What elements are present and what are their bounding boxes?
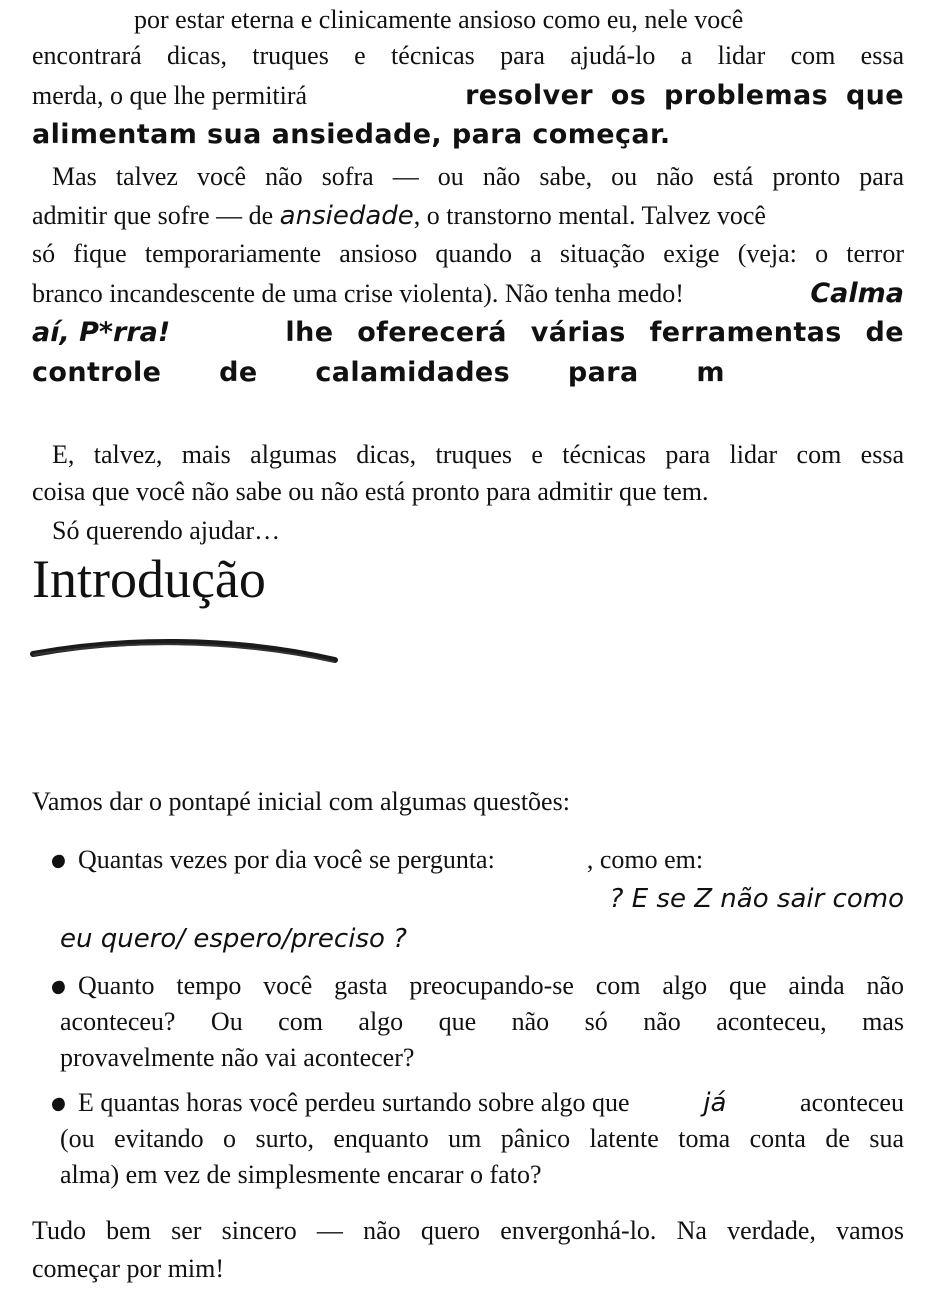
paragraph-1-line-2: encontrará dicas, truques e técnicas para ajudá-lo a lidar com essa xyxy=(32,41,904,70)
paragraph-3-line-2: coisa que você não sabe ou não está pronto para admitir que tem. xyxy=(32,477,709,506)
paragraph-1-line-3-emphasis: resolver os problemas que xyxy=(465,80,904,111)
bullet-1-line-3: eu quero/ espero/preciso ? xyxy=(60,924,407,954)
bullet-2 xyxy=(51,980,67,996)
bullet-1-line-1-a: Quantas vezes por dia você se pergunta: xyxy=(78,845,495,874)
bullet-3-line-2: (ou evitando o surto, enquanto um pânico latente toma conta de sua xyxy=(60,1124,904,1153)
bullet-3-line-1-c: aconteceu xyxy=(800,1088,904,1117)
paragraph-2-line-2-c: , o transtorno mental. Talvez você xyxy=(413,201,766,230)
bullet-3 xyxy=(51,1097,67,1113)
closing-line-2: começar por mim! xyxy=(32,1254,225,1283)
closing-line-1: Tudo bem ser sincero — não quero envergonhá-lo. Na verdade, vamos xyxy=(32,1216,904,1245)
bullet-3-already-word: já xyxy=(703,1088,727,1118)
paragraph-1-line-3-text: merda, o que lhe permitirá xyxy=(32,81,308,110)
bullet-3-line-1-a: E quantas horas você perdeu surtando sobre algo que xyxy=(78,1088,630,1117)
bullet-3-line-1 xyxy=(78,1090,904,1116)
paragraph-2-line-2-a: admitir que sofre — de xyxy=(32,201,274,230)
chapter-heading: Introdução xyxy=(32,549,266,609)
paragraph-2-line-4-a: branco incandescente de uma crise violenta). Não tenha medo! xyxy=(32,279,684,308)
paragraph-2-line-2 xyxy=(32,203,904,229)
heading-underline-swash xyxy=(30,630,340,670)
paragraph-2-line-5-b: lhe oferecerá várias ferramentas de xyxy=(285,317,904,348)
bullet-1-line-1-b: , como em: xyxy=(586,845,704,874)
paragraph-2-line-4 xyxy=(32,280,904,307)
bullet-2-line-3: provavelmente não vai acontecer? xyxy=(60,1043,415,1072)
paragraph-1-line-3 xyxy=(32,82,904,109)
paragraph-2-line-5 xyxy=(32,319,904,346)
paragraph-1-line-4: alimentam sua ansiedade, para começar. xyxy=(32,119,671,150)
bullet-3-line-3: alma) em vez de simplesmente encarar o fato? xyxy=(60,1160,542,1189)
paragraph-3-line-1: E, talvez, mais algumas dicas, truques e técnicas para lidar com essa xyxy=(52,440,904,469)
paragraph-2-book-title-b: aí, P*rra! xyxy=(32,317,171,348)
bullet-2-line-2: aconteceu? Ou com algo que não só não aconteceu, mas xyxy=(60,1007,904,1036)
bullet-1-line-2: ? E se Z não sair como xyxy=(609,884,904,914)
paragraph-2-anxiety-word: ansiedade xyxy=(279,201,414,231)
intro-text: Vamos dar o pontapé inicial com algumas questões: xyxy=(32,787,570,816)
paragraph-2-line-6: controle de calamidades para m xyxy=(32,357,725,388)
paragraph-2-line-1: Mas talvez você não sofra — ou não sabe, ou não está pronto para xyxy=(52,162,904,191)
bullet-1 xyxy=(51,854,67,870)
bullet-2-line-1: Quanto tempo você gasta preocupando-se com algo que ainda não xyxy=(78,971,904,1000)
bullet-1-line-1 xyxy=(78,847,904,873)
paragraph-1-line-1: por estar eterna e clinicamente ansioso como eu, nele você xyxy=(134,5,744,34)
paragraph-2-book-title-a: Calma xyxy=(810,278,904,309)
paragraph-4: Só querendo ajudar… xyxy=(52,516,281,545)
paragraph-2-line-3: só fique temporariamente ansioso quando a situação exige (veja: o terror xyxy=(32,239,904,268)
